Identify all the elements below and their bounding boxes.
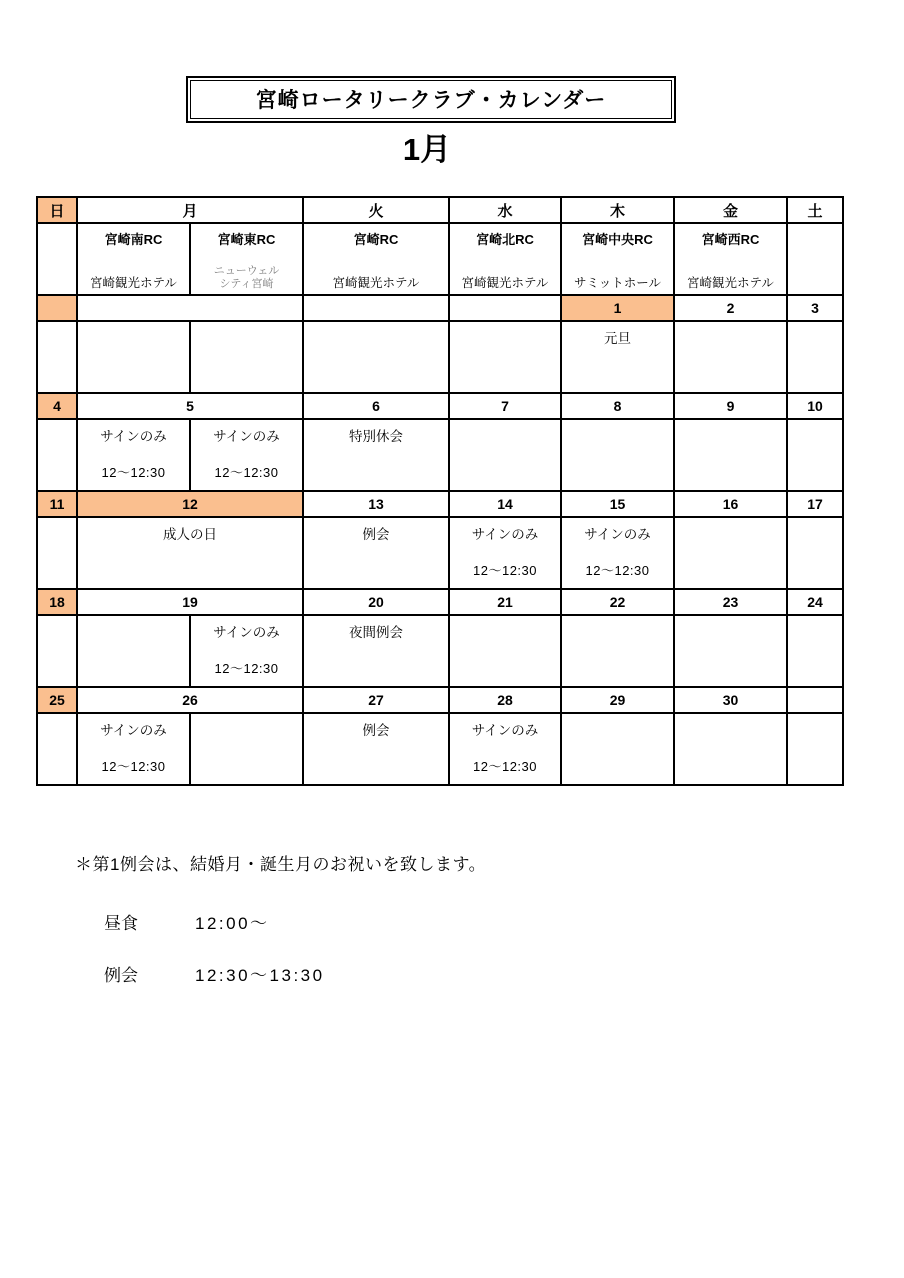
month-title: 1月 bbox=[402, 132, 452, 167]
club-venue: 宮崎観光ホテル bbox=[90, 276, 177, 290]
club-name: 宮崎西RC bbox=[701, 232, 760, 247]
club-venue-line2: シティ宮崎 bbox=[219, 277, 274, 290]
date-cell-sat: 24 bbox=[787, 589, 843, 615]
date-cell-sun bbox=[37, 295, 77, 321]
event-cell-tue bbox=[303, 419, 449, 491]
event-time: 12～12:30 bbox=[101, 759, 166, 774]
club-venue: 宮崎観光ホテル bbox=[687, 276, 774, 290]
date-cell-thu: 15 bbox=[561, 491, 674, 517]
meeting-time: 12:30～13:30 bbox=[195, 966, 325, 985]
date-cell-wed: 14 bbox=[449, 491, 561, 517]
event-row-week4 bbox=[37, 615, 843, 687]
event-cell-wed bbox=[449, 615, 561, 687]
event-cell-mon-merged bbox=[77, 517, 303, 589]
event-cell-fri bbox=[674, 321, 787, 393]
event-cell-sat bbox=[787, 321, 843, 393]
club-venue-line1: ニューウェル bbox=[213, 264, 280, 277]
date-row-week5 bbox=[37, 687, 843, 713]
date-cell-sun: 4 bbox=[37, 393, 77, 419]
event-cell-tue bbox=[303, 517, 449, 589]
weekday-header-sun: 日 bbox=[37, 197, 77, 223]
event-cell-thu bbox=[561, 615, 674, 687]
event-title: 例会 bbox=[362, 723, 390, 738]
date-cell-tue: 27 bbox=[303, 687, 449, 713]
weekday-header-mon: 月 bbox=[77, 197, 303, 223]
club-venue: サミットホール bbox=[573, 276, 661, 290]
event-title bbox=[191, 331, 302, 347]
event-cell-mon2 bbox=[190, 615, 303, 687]
date-cell-tue: 13 bbox=[303, 491, 449, 517]
event-cell-mon2 bbox=[190, 321, 303, 393]
event-row-week5 bbox=[37, 713, 843, 785]
club-venue: 宮崎観光ホテル bbox=[332, 276, 420, 290]
club-venue bbox=[214, 265, 280, 291]
event-cell-sun bbox=[37, 517, 77, 589]
event-time: 12～12:30 bbox=[214, 465, 279, 480]
event-title bbox=[675, 331, 786, 347]
club-cell-sat bbox=[787, 223, 843, 295]
weekday-header-row bbox=[37, 197, 843, 223]
event-title bbox=[450, 331, 560, 347]
event-title bbox=[675, 429, 786, 445]
club-name: 宮崎北RC bbox=[476, 232, 534, 247]
date-cell-wed: 28 bbox=[449, 687, 561, 713]
weekday-header-tue: 火 bbox=[303, 197, 449, 223]
date-cell-thu: 29 bbox=[561, 687, 674, 713]
event-cell-thu bbox=[561, 321, 674, 393]
event-cell-wed bbox=[449, 419, 561, 491]
event-cell-wed bbox=[449, 713, 561, 785]
club-name: 宮崎RC bbox=[353, 232, 399, 247]
event-cell-sat bbox=[787, 713, 843, 785]
date-cell-tue bbox=[303, 295, 449, 321]
date-row-week4 bbox=[37, 589, 843, 615]
event-cell-wed bbox=[449, 321, 561, 393]
event-title: サインのみ bbox=[100, 429, 167, 444]
date-cell-mon bbox=[77, 295, 303, 321]
event-cell-fri bbox=[674, 713, 787, 785]
date-cell-sun: 25 bbox=[37, 687, 77, 713]
date-cell-wed bbox=[449, 295, 561, 321]
club-cell-mon2 bbox=[190, 223, 303, 295]
event-title bbox=[562, 429, 673, 445]
date-cell-fri: 9 bbox=[674, 393, 787, 419]
event-cell-fri bbox=[674, 419, 787, 491]
event-title: 成人の日 bbox=[163, 527, 217, 542]
event-title: サインのみ bbox=[100, 723, 167, 738]
meeting-schedule bbox=[104, 961, 325, 986]
event-cell-mon1 bbox=[77, 419, 190, 491]
club-cell-wed bbox=[449, 223, 561, 295]
title-box bbox=[186, 76, 676, 123]
date-cell-mon: 5 bbox=[77, 393, 303, 419]
event-row-week1 bbox=[37, 321, 843, 393]
date-row-week3 bbox=[37, 491, 843, 517]
club-cell-mon1 bbox=[77, 223, 190, 295]
date-cell-sat: 3 bbox=[787, 295, 843, 321]
club-name: 宮崎南RC bbox=[104, 232, 163, 247]
event-cell-mon2 bbox=[190, 419, 303, 491]
celebration-note: ＊第1例会は、結婚月・誕生月のお祝いを致します。 bbox=[75, 855, 487, 874]
event-title bbox=[450, 625, 560, 641]
event-time: 12～12:30 bbox=[473, 759, 537, 774]
date-cell-sun: 11 bbox=[37, 491, 77, 517]
club-cell-thu bbox=[561, 223, 674, 295]
club-name: 宮崎東RC bbox=[217, 232, 276, 247]
weekday-header-sat: 土 bbox=[787, 197, 843, 223]
event-time: 12～12:30 bbox=[585, 563, 650, 578]
lunch-label: 昼食 bbox=[104, 914, 138, 933]
event-cell-sun bbox=[37, 321, 77, 393]
calendar-table bbox=[36, 196, 844, 786]
date-cell-fri: 23 bbox=[674, 589, 787, 615]
date-cell-wed: 21 bbox=[449, 589, 561, 615]
event-cell-sat bbox=[787, 419, 843, 491]
event-cell-sun bbox=[37, 615, 77, 687]
date-cell-sat bbox=[787, 687, 843, 713]
event-time: 12～12:30 bbox=[473, 563, 537, 578]
event-cell-sat bbox=[787, 615, 843, 687]
date-cell-tue: 20 bbox=[303, 589, 449, 615]
event-title: 例会 bbox=[362, 527, 390, 542]
date-cell-mon: 19 bbox=[77, 589, 303, 615]
event-title bbox=[191, 723, 302, 739]
date-cell-fri: 2 bbox=[674, 295, 787, 321]
event-time: 12～12:30 bbox=[101, 465, 166, 480]
date-row-week1 bbox=[37, 295, 843, 321]
event-title bbox=[78, 625, 189, 641]
event-title bbox=[450, 429, 560, 445]
event-cell-tue bbox=[303, 713, 449, 785]
lunch-time: 12:00～ bbox=[195, 914, 270, 933]
event-cell-sat bbox=[787, 517, 843, 589]
weekday-header-fri: 金 bbox=[674, 197, 787, 223]
event-title bbox=[78, 331, 189, 347]
event-cell-thu bbox=[561, 713, 674, 785]
event-title: サインのみ bbox=[213, 625, 280, 640]
club-name: 宮崎中央RC bbox=[582, 232, 653, 247]
event-cell-wed bbox=[449, 517, 561, 589]
event-cell-mon2 bbox=[190, 713, 303, 785]
date-cell-thu: 8 bbox=[561, 393, 674, 419]
event-cell-mon1 bbox=[77, 713, 190, 785]
weekday-header-thu: 木 bbox=[561, 197, 674, 223]
lunch-schedule bbox=[104, 909, 270, 934]
event-cell-fri bbox=[674, 615, 787, 687]
event-row-week3 bbox=[37, 517, 843, 589]
club-cell-fri bbox=[674, 223, 787, 295]
meeting-label: 例会 bbox=[104, 966, 138, 985]
event-cell-tue bbox=[303, 615, 449, 687]
event-title: サインのみ bbox=[584, 527, 651, 542]
event-cell-fri bbox=[674, 517, 787, 589]
event-cell-mon1 bbox=[77, 321, 190, 393]
event-title: 特別休会 bbox=[349, 429, 403, 444]
date-row-week2 bbox=[37, 393, 843, 419]
event-cell-mon1 bbox=[77, 615, 190, 687]
date-cell-thu: 22 bbox=[561, 589, 674, 615]
event-title: サインのみ bbox=[471, 723, 539, 738]
event-cell-thu bbox=[561, 517, 674, 589]
club-row bbox=[37, 223, 843, 295]
club-cell-sun bbox=[37, 223, 77, 295]
event-title bbox=[304, 331, 448, 347]
date-cell-sat: 10 bbox=[787, 393, 843, 419]
date-cell-fri: 30 bbox=[674, 687, 787, 713]
event-title: サインのみ bbox=[471, 527, 539, 542]
event-cell-sun bbox=[37, 713, 77, 785]
event-cell-thu bbox=[561, 419, 674, 491]
event-title: 元旦 bbox=[604, 331, 631, 346]
date-cell-fri: 16 bbox=[674, 491, 787, 517]
weekday-header-wed: 水 bbox=[449, 197, 561, 223]
date-cell-wed: 7 bbox=[449, 393, 561, 419]
date-cell-thu: 1 bbox=[561, 295, 674, 321]
event-title: サインのみ bbox=[213, 429, 280, 444]
club-venue: 宮崎観光ホテル bbox=[461, 276, 549, 290]
page-title: 宮崎ロータリークラブ・カレンダー bbox=[190, 80, 672, 119]
club-cell-tue bbox=[303, 223, 449, 295]
event-title bbox=[562, 625, 673, 641]
event-title bbox=[562, 723, 673, 739]
event-title bbox=[675, 625, 786, 641]
date-cell-sun: 18 bbox=[37, 589, 77, 615]
event-time: 12～12:30 bbox=[214, 661, 279, 676]
date-cell-sat: 17 bbox=[787, 491, 843, 517]
date-cell-mon: 12 bbox=[77, 491, 303, 517]
event-row-week2 bbox=[37, 419, 843, 491]
event-title: 夜間例会 bbox=[349, 625, 403, 640]
date-cell-mon: 26 bbox=[77, 687, 303, 713]
date-cell-tue: 6 bbox=[303, 393, 449, 419]
event-cell-tue bbox=[303, 321, 449, 393]
event-cell-sun bbox=[37, 419, 77, 491]
event-title bbox=[675, 723, 786, 739]
event-title bbox=[675, 527, 786, 543]
